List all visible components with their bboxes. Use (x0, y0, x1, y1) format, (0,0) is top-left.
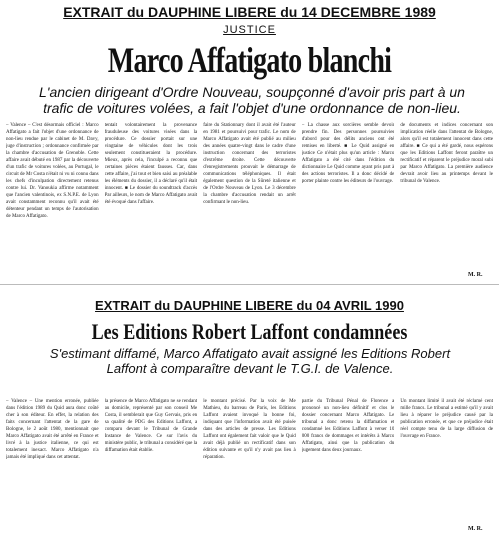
article2-deck: S'estimant diffamé, Marco Affatigato avait assigné les Editions Robert Laffont à comparaître devant le T.G.I. de Valence. (49, 346, 451, 376)
article1-column-2 (105, 122, 198, 270)
article2-headline: Les Editions Robert Laffont condamnées (91, 319, 408, 344)
article-divider (0, 284, 499, 285)
article2-column-2 (105, 398, 198, 522)
article1-rubric: JUSTICE (223, 24, 276, 36)
article2-column-5 (400, 398, 493, 522)
article1-extract-line: EXTRAIT du DAUPHINE LIBERE du 14 DECEMBRE 1989 (63, 4, 436, 20)
article1-column-4-text: – La chasse aux sorcières semble devoir prendre fin. Des personnes poursuivies d'abord pour des délits anciens ont été remises en liberté. ■ Le Quid assigné en justice Ce n'était plus qu'un article : Marco Affatigato a été cité dans l'édition du dictionnaire Le Quid comme ayant pris part à des actions terroristes. Il a donc décidé de porter plainte contre les éditeurs de l'ouvrage. (301, 123, 395, 184)
article1-deck: L'ancien dirigeant d'Ordre Nouveau, soupçonné d'avoir pris part à un trafic de voitures volées, a fait l'objet d'une ordonnance de non-lieu. (39, 84, 465, 116)
article1-columns (6, 122, 493, 270)
article2-column-2-text: la présence de Marco Affatigato ne se rendant au domicile, représenté par son conseil Me Costa, il semblerait que Guy Gervais, pris en sa qualité de PDG des Editions Laffont, a comparu devant le Tribunal de Grande Instance de Valence. Ce sur l'avis du ministère public, le tribunal a considéré que la diffamation était établie. (104, 399, 198, 453)
article1-column-1 (6, 122, 99, 270)
article1-column-2-text: tentait volontairement la provenance frauduleuse des voitures visées dans la procédure. Ce dossier portait sur une vingtaine de véhicules dont les trois seulement constitueraient la procédure. Mieux, après cela, l'inculpé a reconnu que certaines pièces étaient fausses. Car, dans cette affaire, j'ai tout et bien saisi au préalable les éléments du dossier, il a déclaré qu'il était innocent. ■ Le dossier du soundtrack d'accès Par ailleurs, le nom de Marco Affatigato avait été évoqué dans l'affaire. (104, 123, 198, 205)
article1-column-5-text: de documents et indices concernant son implication réelle dans l'attentat de Bologne, alors qu'il est totalement innocent dans cette affaire. ■ Ce qui a été gardé, nous espérons que les Editions Laffont feront paraître un rectificatif et réparent le préjudice moral subi par Marco Affatigato. La première audience devrait avoir lieu au printemps devant le tribunal de Valence. (400, 123, 493, 184)
article1-column-5 (400, 122, 493, 270)
article2-column-1 (6, 398, 99, 522)
article1-column-1-text: – Valence – C'est désormais officiel : Marco Affatigato a fait l'objet d'une ordonnance de non-lieu rendue par le cabinet de M. Davy, juge d'instruction ; ordonnance confirmée par la chambre d'accusation de Grenoble. Cette affaire avait débuté en 1987 par la découverte d'un trafic de voitures volées, au Portugal, le circuit de Mr Costa n'était ni vu ni connu dans les chefs d'inculpation directement retenus contre lui. Dr. Vanoukia affirme notamment que l'ancien valentinois, ex S.N.P.E. de Lyon avait constamment reconnu qu'il avait été détenteur pendant un temps de l'autorisation de Marco Affatigato. (6, 123, 99, 219)
article1-column-3-text: faire du Stationnary dont il avait été l'auteur en 1981 et poursuivi pour trafic. Le nom de Marco Affatigato avait été publié au milieu des années quatre-vingt dans le cadre d'une instruction concernant des terroristes d'extrême droite. Cette découverte d'enregistrements prouvait le démarrage de communications téléphoniques. Il était également question de la Sûreté italienne et de l'Ordre Nouveau de Lyon. Le 3 décembre la chambre d'accusation rendait un arrêt confirmant le non-lieu. (203, 123, 296, 205)
article2-column-3-text: le montant précisé. Par la voix de Me Mathieu, du barreau de Paris, les Editions Laffont avaient invoqué la bonne foi, indiquant que l'information avait été puisée dans des articles de presse. Les Editions Laffont ont également fait valoir que le Quid avait déjà publié un rectificatif dans son édition suivante et qu'il n'y avait pas lieu à réparation. (203, 399, 296, 460)
article2-column-4 (302, 398, 395, 522)
article2-column-5-text: Un montant limité il avait été réclamé cent mille francs. Le tribunal a estimé qu'il y avait lieu à réparer le préjudice causé par la publication erronée, et que ce préjudice était réel compte tenu de la large diffusion de l'ouvrage en France. (400, 399, 493, 439)
article1-headline: Marco Affatigato blanchi (107, 40, 392, 80)
article2-column-3 (203, 398, 296, 522)
article2-signature: M. R. (468, 526, 483, 532)
article1-signature: M. R. (468, 272, 483, 278)
article1-column-4 (302, 122, 395, 270)
article2-columns (6, 398, 493, 522)
article1-column-3 (203, 122, 296, 270)
article2-extract-line: EXTRAIT du DAUPHINE LIBERE du 04 AVRIL 1990 (95, 298, 404, 313)
article2-column-4-text: partie du Tribunal Pénal de Florence a prononcé un non-lieu définitif et clos le dossier concernant Marco Affatigato. Le tribunal a donc retenu la diffamation et condamné les Editions Laffont à verser 10 000 francs de dommages et intérêts à Marco Affatigato, ainsi que la publication du jugement dans deux journaux. (301, 399, 395, 453)
article2-column-1-text: – Valence – Une mention erronée, publiée dans l'édition 1989 du Quid aura donc coûté cher à son éditeur. En effet, la relation des faits concernant l'attentat de la gare de Bologne, le 2 août 1980, mentionnait que Marco Affatigato avait été arrêté en France et livré à la justice italienne, ce qui est totalement inexact. Marco Affatigato n'a jamais été impliqué dans cet attentat. (6, 399, 99, 460)
